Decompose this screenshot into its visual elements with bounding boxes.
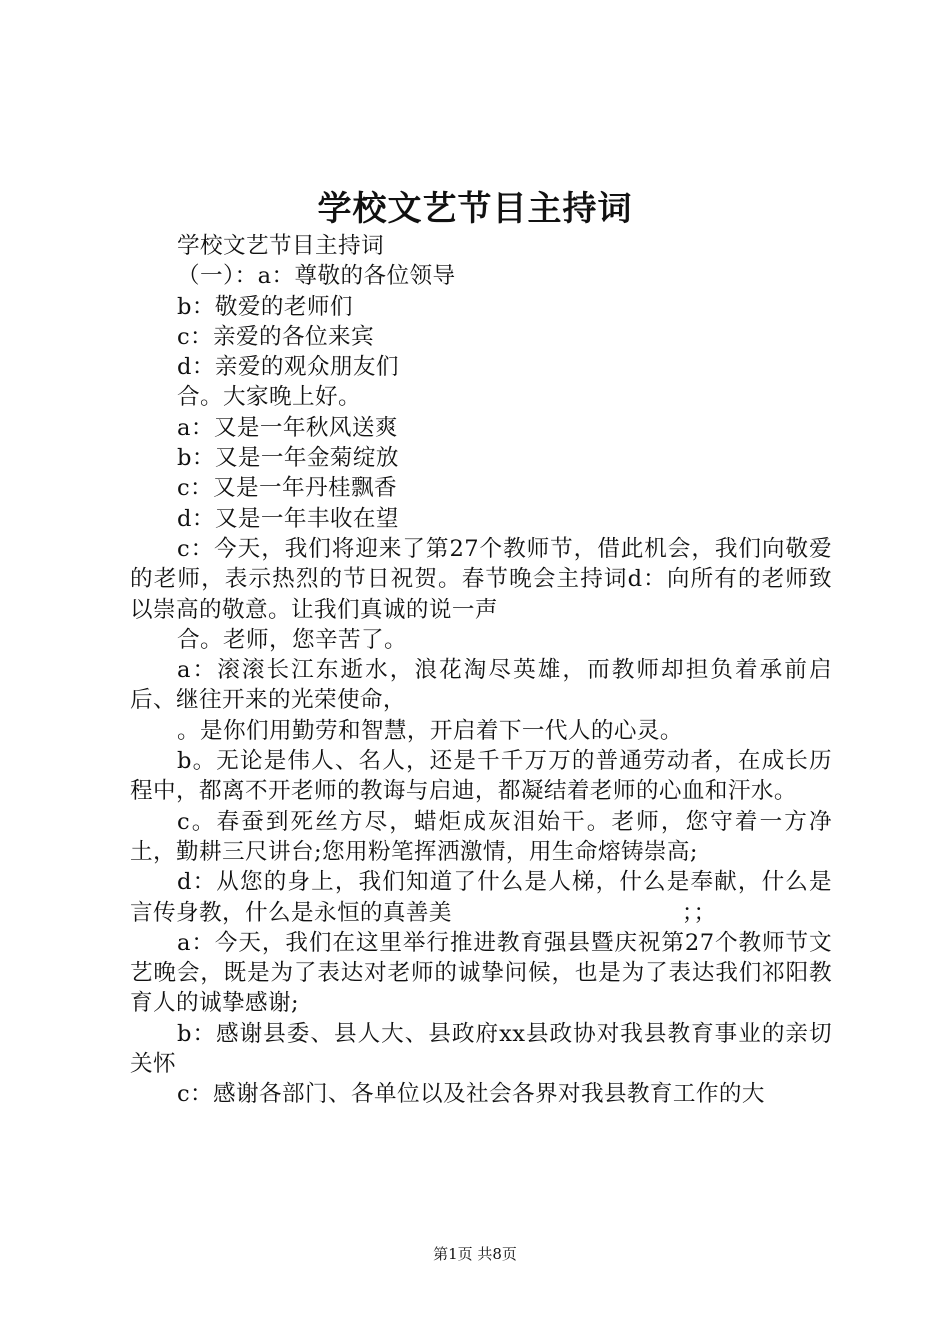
paragraph: d：又是一年丰收在望 xyxy=(177,505,399,532)
paragraph: c：亲爱的各位来宾 xyxy=(177,323,375,350)
paragraph: 学校文艺节目主持词 xyxy=(177,233,384,259)
paragraph: a：又是一年秋风送爽 xyxy=(177,414,398,441)
paragraph: b。无论是伟人、名人，还是千千万万的普通劳动者，在成长历程中，都离不开老师的教诲与启迪，都凝结着老师的心血和汗水。 xyxy=(130,748,832,805)
paragraph: 合。大家晚上好。 xyxy=(177,384,361,411)
paragraph: c：感谢各部门、各单位以及社会各界对我县教育工作的大 xyxy=(177,1081,765,1108)
paragraph: d：亲爱的观众朋友们 xyxy=(177,354,399,381)
paragraph: （一）：a：尊敬的各位领导 xyxy=(177,263,456,290)
paragraph: c。春蚕到死丝方尽，蜡炬成灰泪始干。老师，您守着一方净土，勤耕三尺讲台;您用粉笔挥洒激情，用生命熔铸崇高; xyxy=(130,808,832,865)
paragraph: c：今天，我们将迎来了第27个教师节，借此机会，我们向敬爱的老师，表示热烈的节日祝贺。春节晚会主持词d：向所有的老师致以崇高的敬意。让我们真诚的说一声 xyxy=(130,535,832,623)
document-body xyxy=(130,231,832,1110)
paragraph: b：感谢县委、县人大、县政府xx县政协对我县教育事业的亲切关怀 xyxy=(130,1020,832,1078)
paragraph: b：又是一年金菊绽放 xyxy=(177,445,399,472)
paragraph: c：又是一年丹桂飘香 xyxy=(177,475,397,502)
paragraph: 。是你们用勤劳和智慧，开启着下一代人的心灵。 xyxy=(177,717,683,744)
paragraph: d：从您的身上，我们知道了什么是人梯，什么是奉献，什么是言传身教，什么是永恒的真善美 ；； xyxy=(130,869,832,926)
page-footer: 第1页 共8页 xyxy=(433,1245,517,1263)
paragraph: a：今天，我们在这里举行推进教育强县暨庆祝第27个教师节文艺晚会，既是为了表达对老师的诚挚问候，也是为了表达我们祁阳教育人的诚挚感谢; xyxy=(130,929,832,1017)
paragraph: a：滚滚长江东逝水，浪花淘尽英雄，而教师却担负着承前启后、继往开来的光荣使命， xyxy=(130,657,832,714)
paragraph: 合。老师，您辛苦了。 xyxy=(177,626,407,653)
paragraph: b：敬爱的老师们 xyxy=(177,293,353,320)
document-title: 学校文艺节目主持词 xyxy=(317,189,633,229)
